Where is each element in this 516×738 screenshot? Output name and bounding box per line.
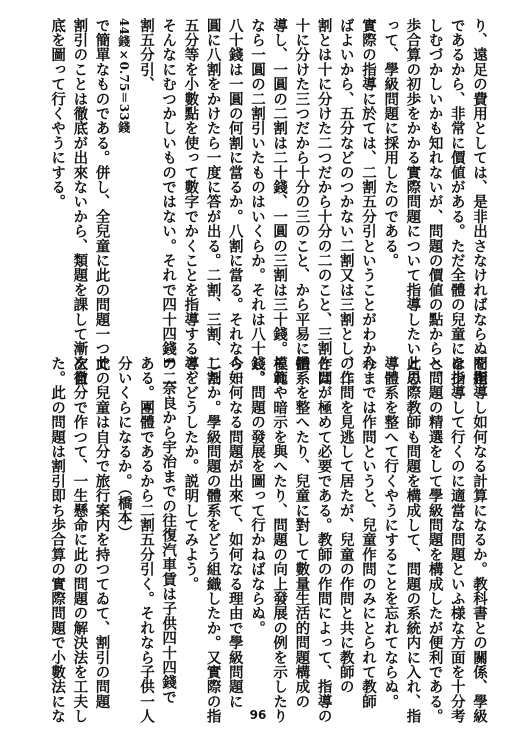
- text-line: 今までは作問というと、兒童作問のみにとられて教師: [359, 356, 377, 709]
- text-line: を指導し如何なる計算になるか。教科書との關係、學級: [471, 356, 488, 724]
- text-line: 導し、一圓の二割は二十錢、一圓の三割は三十錢。それ: [271, 18, 289, 386]
- text-line: ある。團體であるから二割五分引く。それなら子供一人: [137, 356, 155, 724]
- text-line: 今如何なる問題が出來て、如何なる理由で學級問題に: [226, 356, 244, 709]
- text-line: 導體系を整へて行くやうにすることを忘れてならぬ。: [382, 356, 400, 709]
- text-line: って、學級問題に採用したのである。: [382, 18, 400, 268]
- text-line: そんなにむつかしいものではない。それで四十四錢の二: [160, 18, 178, 386]
- text-line: 此の際教師も問題を構成して、問題の系統内に入れ、指: [404, 356, 422, 724]
- text-line: なら一圓の二割引いたものはいくらか。それは八十錢。: [248, 18, 266, 386]
- text-line: 底を圖って行くやうにする。: [49, 18, 67, 210]
- text-line: 歩合算の初歩をかかる實際問題について指導したいと思: [404, 18, 422, 386]
- text-line: 模範や暗示を與へたり、問題の向上發展の例を示したり: [271, 356, 289, 724]
- text-line: 八十錢は一圓の何割に當るか。八割に當る。それなら一: [226, 18, 244, 386]
- text-line: 圓に八割をかけたら一度に答が出る。二割、三割、二割: [204, 18, 222, 386]
- text-line: ばよいから、五分などのつかない二割又は三割とし、二: [337, 18, 355, 386]
- text-line: 導をどうしたか。説明してみよう。: [182, 356, 200, 592]
- text-line: したか。學級問題の體系をどう組織したか。又實際の指: [204, 356, 222, 724]
- text-line: の作問を見逃して居たが、兒童の作問と共に教師の: [337, 356, 355, 695]
- text-line: 作問が極めて必要である。教師の作問によって、指導の: [315, 356, 333, 724]
- text-line: で簡單なものである。併し、全兒童に此の問題一つで: [93, 18, 111, 371]
- text-line: 體系を整へたり、兒童に對して數量生活的問題構成の: [293, 356, 311, 709]
- text-line: 十に分けた三つだから十分の三のこと、から平易に指: [293, 18, 311, 371]
- text-line: 割とは十に分けた二つだから十分の二のこと、三割とは: [315, 18, 333, 386]
- text-line: 割引のことは徹底が出來ないから、類題を課して漸次徹: [71, 18, 89, 386]
- text-block-top: [30, 18, 490, 386]
- text-line: 實際の指導に於ては、二割五分引ということがわかれ: [359, 18, 377, 371]
- formula-line: 44錢×0.75＝33錢: [116, 18, 131, 134]
- page-number: 96: [249, 708, 267, 722]
- text-line: 此の兒童は自分で旅行案内を持つてゐて、割引の問題: [93, 356, 111, 709]
- text-line: であるから、非常に價値がある。ただ全體の兒童には少: [448, 18, 466, 386]
- text-line: り、遠足の費用としては、是非出さなければならぬ問題: [471, 18, 488, 386]
- text-line: へ問題の精選をして學級問題を構成したが便利である。: [426, 356, 444, 724]
- text-line: 分いくらになるか。（橋本）: [115, 356, 133, 540]
- text-line: 割五分引、: [137, 18, 155, 92]
- text-line: た。此の問題は割引即ち歩合算の實際問題で小數法にな: [49, 356, 67, 724]
- text-line: しむづかしいかも知れないが、問題の價値の點からと、: [426, 18, 444, 386]
- text-line: し、問題の發展を圖って行かねばならぬ。: [248, 356, 266, 636]
- text-line: を指導して行くのに適當な問題といふ様な方面を十分考: [448, 356, 466, 724]
- problem-line: 1 奈良から宇治までの往復汽車賃は子供四十四錢で: [160, 356, 178, 705]
- text-line: 五分等を小數點を使って數字でかくことを指導すると、: [182, 18, 200, 386]
- text-line: を自分で作つて、一生懸命に此の問題の解決法を工夫し: [71, 356, 89, 724]
